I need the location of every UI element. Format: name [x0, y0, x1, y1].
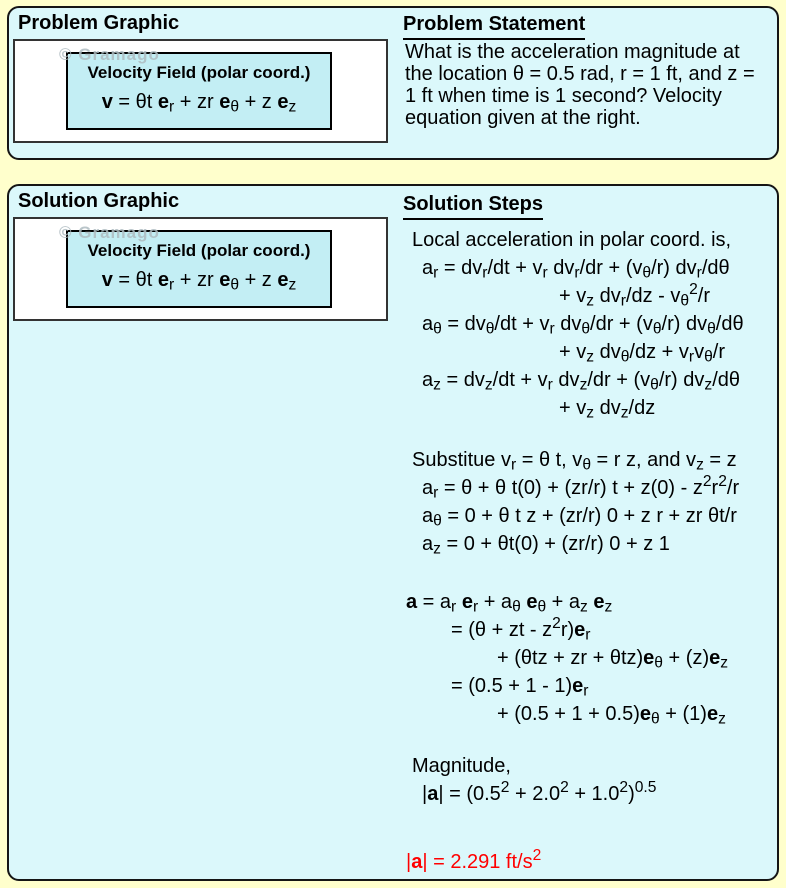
solution-step-line: + $v_z$ $dv_z/dz$: [559, 397, 656, 422]
problem-graphic-title: Problem Graphic: [18, 12, 180, 34]
solution-step-line: + $v_z$ $dv_r/dz - v_\theta^2/r$: [559, 281, 710, 310]
solution-step-line: $a_\theta = dv_\theta/dt + v_r$ $dv_\theta/dr + (v_\theta/r)$ $dv_\theta/d\theta$: [422, 313, 744, 338]
problem-panel: [7, 6, 779, 160]
solution-step-line: + $(0.5 + 1 + 0.5)e_\theta + (1)e_z$: [497, 703, 726, 728]
solution-step-line: $a = a_r$ $e_r + a_\theta$ $e_\theta + a_z$ $e_z$: [406, 591, 613, 616]
solution-graphic-title: Solution Graphic: [18, 190, 180, 212]
problem-statement-text: [405, 41, 777, 129]
solution-step-line: $a_z = 0 + \theta t(0) + (zr/r) 0 + z$ 1: [422, 533, 670, 558]
solution-step-line: $a_z = dv_z/dt + v_r$ $dv_z/dr + (v_\theta/r)$ $dv_z/d\theta$: [422, 369, 741, 394]
problem-statement-line: What is the acceleration magnitude at: [405, 41, 740, 63]
watermark: © Gramago: [59, 223, 160, 242]
velocity-field-equation: v = θt $e_r$ + zr $e_\theta + z$ $e_z$: [101, 91, 297, 116]
solution-step-line: Local acceleration in polar coord. is,: [412, 229, 732, 251]
velocity-field-title: Velocity Field (polar coord.): [87, 241, 311, 260]
solution-step-line: $a_r = dv_r/dt + v_r$ $dv_r/dr + (v_\theta/r)$ $dv_r/d\theta$: [422, 257, 730, 282]
solution-steps-title: Solution Steps: [403, 193, 543, 220]
problem-statement-line: equation given at the right.: [405, 107, 641, 129]
solution-step-line: $a_r = \theta + \theta$ t(0) + (zr/r) $t + z(0) - z^2r^2/r$: [422, 473, 740, 502]
solution-step-line: Magnitude,: [412, 755, 511, 777]
solution-step-line: $|a| = (0.5^2 + 2.0^2 + 1.0^2)^{0.5}$: [422, 779, 657, 805]
watermark: © Gramago: [59, 45, 160, 64]
solution-step-line: $a_\theta = 0 + \theta$ t z + (zr/r) 0 + z r + zr θt/r: [422, 505, 737, 530]
velocity-field-title: Velocity Field (polar coord.): [87, 63, 311, 82]
solution-panel: [7, 184, 779, 881]
solution-step-line: Substitue $v_r = \theta$ t, $v_\theta = r$ z, and $v_z = z$: [412, 449, 737, 474]
solution-steps-list: [403, 226, 783, 876]
solution-step-line: |a| = 2.291 $ft/s^2$: [406, 847, 542, 873]
velocity-field-equation: v = θt $e_r$ + zr $e_\theta + z$ $e_z$: [101, 269, 297, 294]
problem-statement-line: 1 ft when time is 1 second? Velocity: [405, 85, 722, 107]
problem-statement-line: the location θ = 0.5 rad, r = 1 ft, and z =: [405, 63, 755, 85]
problem-statement-title: Problem Statement: [403, 13, 585, 40]
solution-step-line: = (θ + zt - $z^2r)e_r$: [451, 615, 591, 644]
solution-step-line: + (θtz + zr + $\theta tz)e_\theta + (z)e_z$: [497, 647, 729, 672]
solution-step-line: + $v_z$ $dv_\theta/dz + v_rv_\theta/r$: [559, 341, 726, 366]
solution-step-line: = $(0.5 + 1 - 1)e_r$: [451, 675, 589, 700]
